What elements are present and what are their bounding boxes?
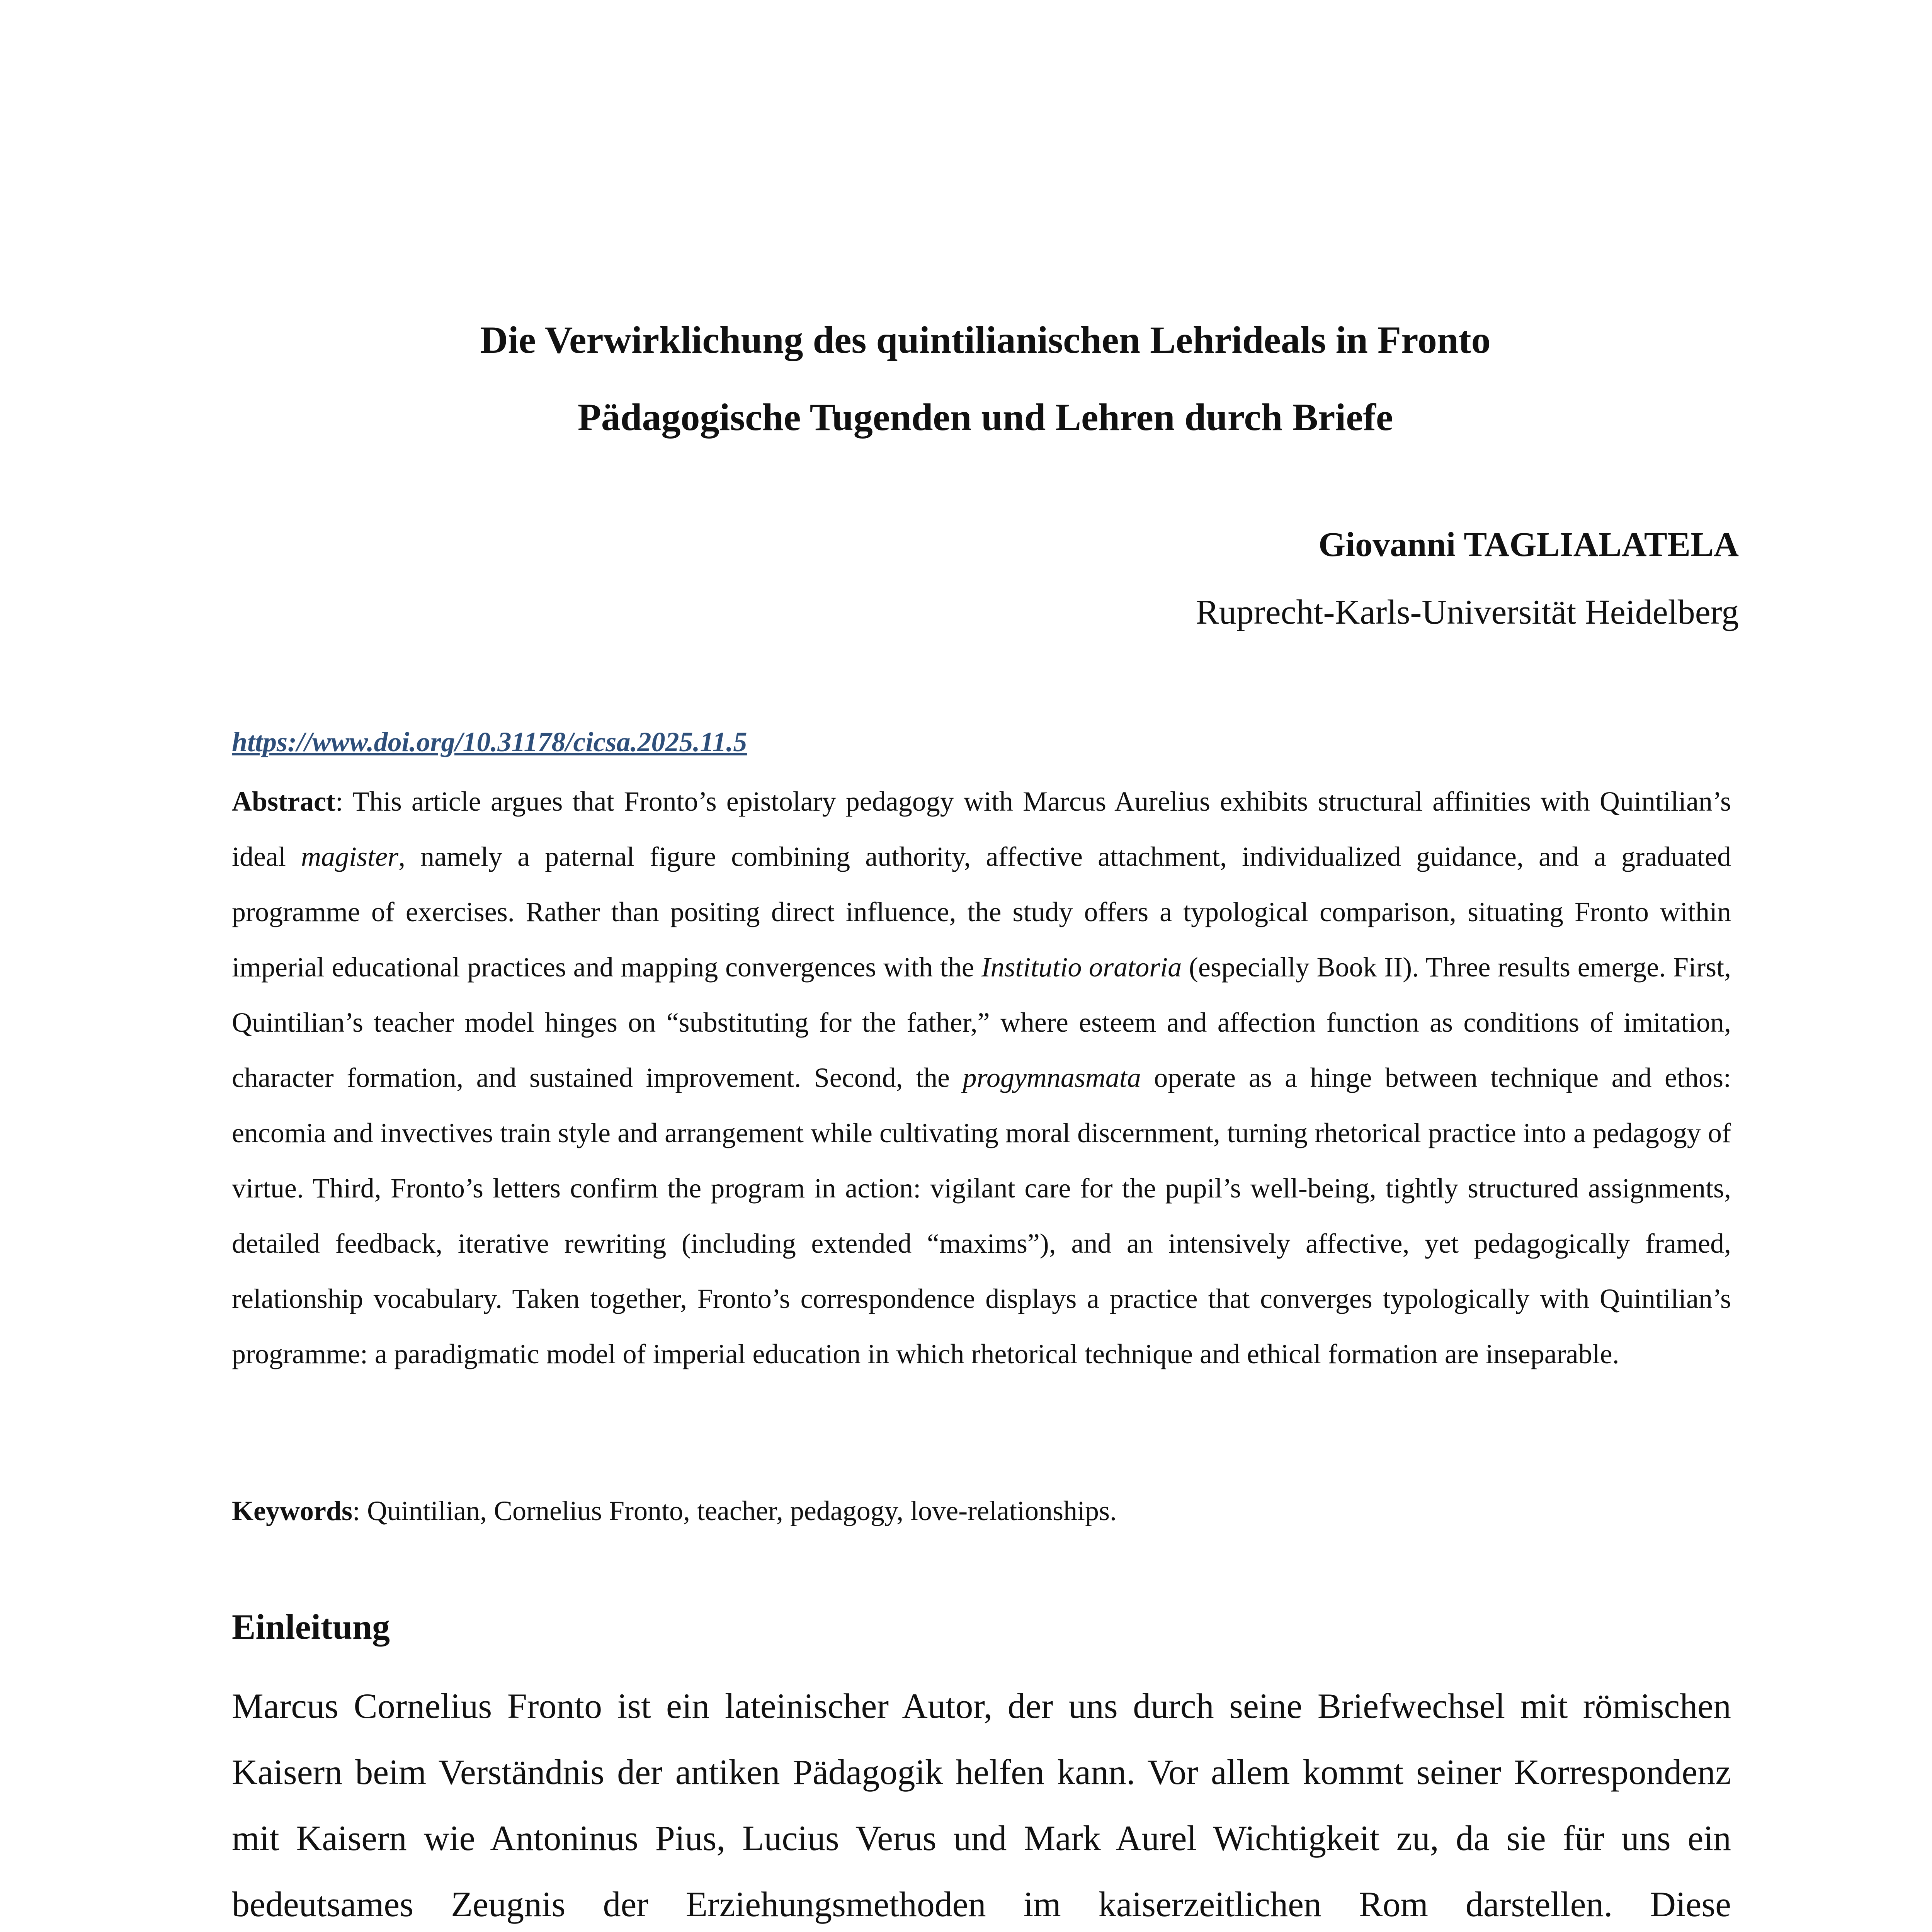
keywords-line (232, 1492, 1731, 1530)
abstract-term-progymnasmata: progymnasmata (963, 1062, 1141, 1093)
abstract-label: Abstract (232, 786, 335, 817)
article-subtitle: Pädagogische Tugenden und Lehren durch Briefe (577, 396, 1393, 439)
keywords-text: : Quintilian, Cornelius Fronto, teacher, pedagogy, love-relationships. (352, 1495, 1117, 1526)
abstract-text-part-4: operate as a hinge between technique and ethos: encomia and invectives train style and arrangement while cultivating moral discernment, turning rhetorical practice into a pedagogy of virtue. Third, Fronto’s letters confirm the program in action: vigilant care for the pupil’s well-being, tightly structured assignments, detailed feedback, iterative rewriting (including extended “maxims”), and an intensively affective, yet pedagogically framed, relationship vocabulary. Taken together, Fronto’s correspondence displays a practice that converges typologically with Quintilian’s programme: a paradigmatic model of imperial education in which rhetorical technique and ethical formation are inseparable. (232, 1062, 1731, 1369)
abstract-text-part-3: (especially Book II). Three results emerge. First, Quintilian’s teacher model hinges on “substituting for the father,” where esteem and affection function as conditions of imitation, character formation, and sustained improvement. Second, the (232, 952, 1731, 1093)
body-paragraph: Marcus Cornelius Fronto ist ein lateinischer Autor, der uns durch seine Briefwechsel mit römischen Kaisern beim Verständnis der antiken Pädagogik helfen kann. Vor allem kommt seiner Korrespondenz mit Kaisern wie Antoninus Pius, Lucius Verus und Mark Aurel Wichtigkeit zu, da sie für uns ein bedeutsames Zeugnis der Erziehungsmethoden im kaiserzeitlichen Rom darstellen. Diese (232, 1686, 1731, 1924)
abstract-term-institutio: Institutio oratoria (981, 952, 1182, 983)
author-name: Giovanni TAGLIALATELA (1318, 526, 1739, 564)
article-title-line-1: Die Verwirklichung des quintilianischen Lehrideals in Fronto (480, 318, 1491, 361)
section-heading: Einleitung (232, 1607, 390, 1646)
abstract-paragraph (232, 774, 1731, 1382)
abstract-text-part-1: : This article argues that Fronto’s epistolary pedagogy with Marcus Aurelius exhibits structural affinities with Quintilian’s ideal (232, 786, 1731, 872)
doi-link[interactable]: https://www.doi.org/10.31178/cicsa.2025.11.5 (232, 726, 747, 757)
abstract-term-magister: magister (301, 841, 399, 872)
author-affiliation: Ruprecht-Karls-Universität Heidelberg (1196, 593, 1739, 631)
keywords-label: Keywords (232, 1495, 352, 1526)
abstract-text-part-2: , namely a paternal figure combining authority, affective attachment, individualized guidance, and a graduated programme of exercises. Rather than positing direct influence, the study offers a typological comparison, situating Fronto within imperial educational practices and mapping convergences with the (232, 841, 1731, 983)
